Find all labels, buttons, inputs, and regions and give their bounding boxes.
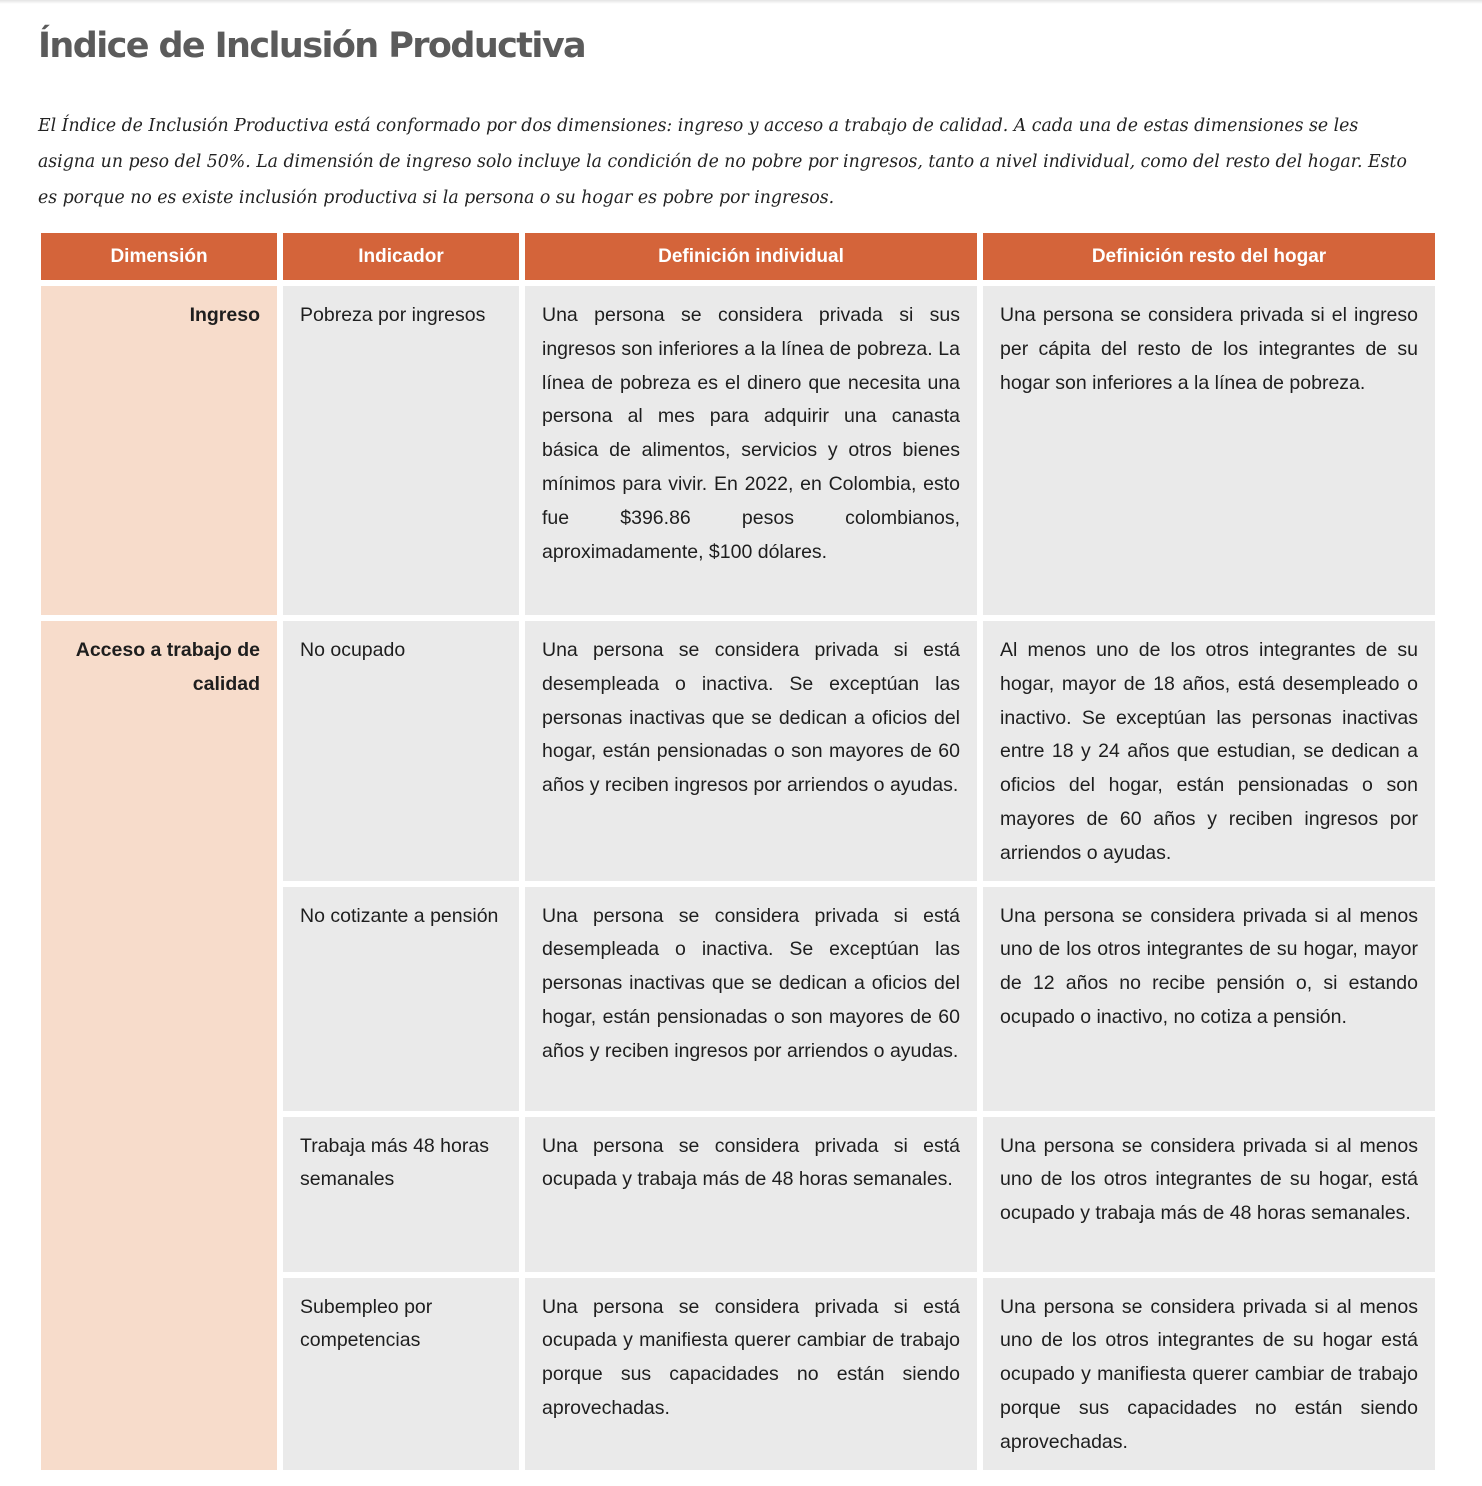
header-individual-definition: Definición individual <box>525 233 977 280</box>
table-row <box>41 621 1435 881</box>
indicator-cell: No ocupado <box>283 621 519 881</box>
dimension-cell: Acceso a trabajo de calidad <box>41 621 277 1470</box>
table-header-row <box>41 233 1435 280</box>
household-definition-cell: Una persona se considera privada si al menos uno de los otros integrantes de su hogar, está ocupado y trabaja más de 48 horas semanales. <box>983 1117 1435 1272</box>
indicator-cell: Subempleo por competencias <box>283 1278 519 1470</box>
header-indicator: Indicador <box>283 233 519 280</box>
page-title: Índice de Inclusión Productiva <box>38 26 586 66</box>
intro-paragraph: El Índice de Inclusión Productiva está conformado por dos dimensiones: ingreso y acceso a trabajo de calidad. A cada una de estas dimensiones se les asigna un peso del 50%. La dimensión de ingreso solo incluye la condición de no pobre por ingresos, tanto a nivel individual, como del resto del hogar. Esto es porque no es existe inclusión productiva si la persona o su hogar es pobre por ingresos. <box>38 116 1407 208</box>
household-definition-cell: Una persona se considera privada si al menos uno de los otros integrantes de su hogar, mayor de 12 años no recibe pensión o, si estando ocupado o inactivo, no cotiza a pensión. <box>983 887 1435 1111</box>
indicator-cell: No cotizante a pensión <box>283 887 519 1111</box>
individual-definition-cell: Una persona se considera privada si está ocupada y manifiesta querer cambiar de trabajo porque sus capacidades no están siendo aprovechadas. <box>525 1278 977 1470</box>
individual-definition-cell: Una persona se considera privada si está desempleada o inactiva. Se exceptúan las personas inactivas que se dedican a oficios del hogar, están pensionadas o son mayores de 60 años y reciben ingresos por arriendos o ayudas. <box>525 621 977 881</box>
individual-definition-cell: Una persona se considera privada si está ocupada y trabaja más de 48 horas semanales. <box>525 1117 977 1272</box>
header-household-definition: Definición resto del hogar <box>983 233 1435 280</box>
household-definition-cell: Una persona se considera privada si el ingreso per cápita del resto de los integrantes de su hogar son inferiores a la línea de pobreza. <box>983 286 1435 615</box>
individual-definition-cell: Una persona se considera privada si sus ingresos son inferiores a la línea de pobreza. La línea de pobreza es el dinero que necesita una persona al mes para adquirir una canasta básica de alimentos, servicios y otros bienes mínimos para vivir. En 2022, en Colombia, esto fue $396.86 pesos colombianos, aproximadamente, $100 dólares. <box>525 286 977 615</box>
top-edge <box>0 0 1482 4</box>
household-definition-cell: Una persona se considera privada si al menos uno de los otros integrantes de su hogar está ocupado y manifiesta querer cambiar de trabajo porque sus capacidades no están siendo aprovechadas. <box>983 1278 1435 1470</box>
header-dimension: Dimensión <box>41 233 277 280</box>
individual-definition-cell: Una persona se considera privada si está desempleada o inactiva. Se exceptúan las personas inactivas que se dedican a oficios del hogar, están pensionadas o son mayores de 60 años y reciben ingresos por arriendos o ayudas. <box>525 887 977 1111</box>
indicator-cell: Pobreza por ingresos <box>283 286 519 615</box>
dimension-cell: Ingreso <box>41 286 277 615</box>
indicator-cell: Trabaja más 48 horas semanales <box>283 1117 519 1272</box>
inclusion-index-table <box>35 227 1441 1476</box>
household-definition-cell: Al menos uno de los otros integrantes de su hogar, mayor de 18 años, está desempleado o inactivo. Se exceptúan las personas inactivas entre 18 y 24 años que estudian, se dedican a oficios del hogar, están pensionadas o son mayores de 60 años y reciben ingresos por arriendos o ayudas. <box>983 621 1435 881</box>
table-row <box>41 286 1435 615</box>
